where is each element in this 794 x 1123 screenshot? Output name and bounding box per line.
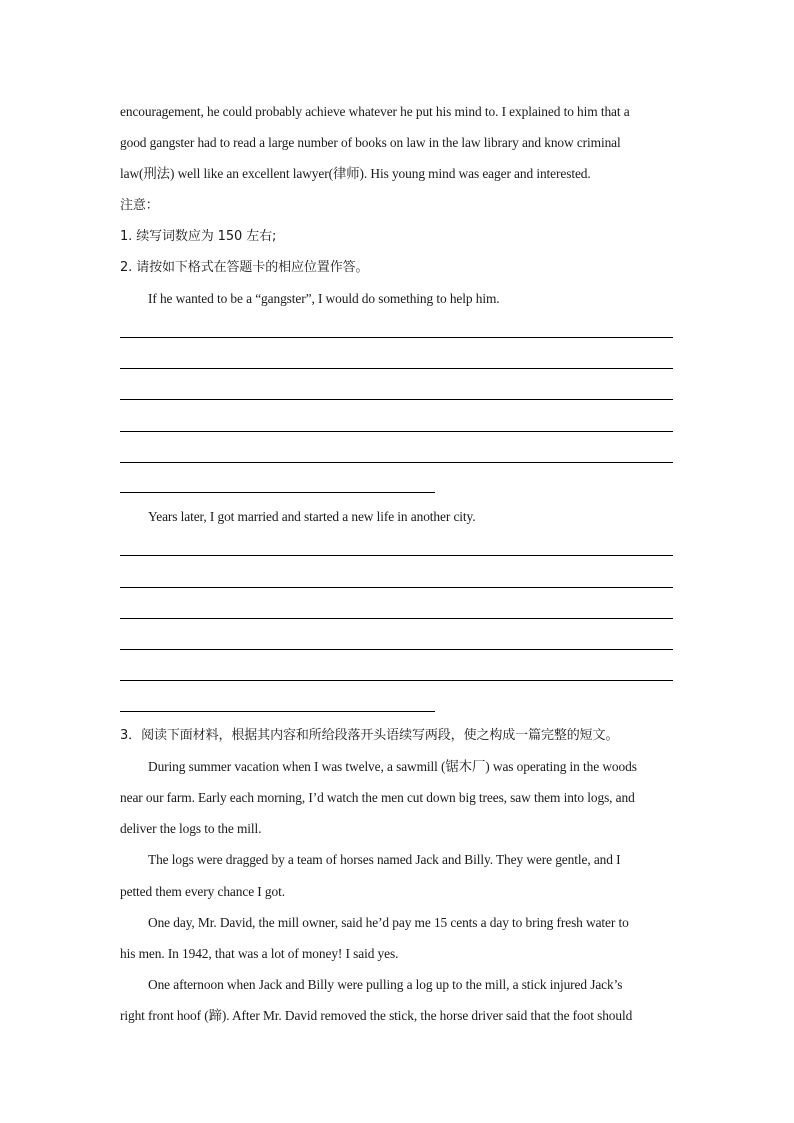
answer-line xyxy=(120,680,673,681)
intro-line: encouragement, he could probably achieve whatever he put his mind to. I explained to him that a xyxy=(120,104,630,119)
paragraph-opening-2: Years later, I got married and started a new life in another city. xyxy=(148,509,476,524)
story-line: One day, Mr. David, the mill owner, said he’d pay me 15 cents a day to bring fresh water to xyxy=(148,915,629,930)
answer-line xyxy=(120,587,673,588)
story-line: The logs were dragged by a team of horses named Jack and Billy. They were gentle, and I xyxy=(148,852,621,867)
story-line: One afternoon when Jack and Billy were pulling a log up to the mill, a stick injured Jack’s xyxy=(148,977,623,992)
answer-line xyxy=(120,337,673,338)
note-item: 1. 续写词数应为 150 左右; xyxy=(120,229,277,244)
answer-line xyxy=(120,462,673,463)
paragraph-opening-1: If he wanted to be a “gangster”, I would do something to help him. xyxy=(148,291,500,306)
intro-line: good gangster had to read a large number of books on law in the law library and know criminal xyxy=(120,135,621,150)
task3-title: 3．阅读下面材料，根据其内容和所给段落开头语续写两段，使之构成一篇完整的短文。 xyxy=(120,728,619,743)
story-line: During summer vacation when I was twelve, a sawmill (锯木厂) was operating in the woods xyxy=(148,759,637,774)
answer-line xyxy=(120,649,673,650)
story-line: his men. In 1942, that was a lot of money! I said yes. xyxy=(120,946,399,961)
answer-line xyxy=(120,555,673,556)
answer-line-short xyxy=(120,492,435,493)
answer-line xyxy=(120,618,673,619)
story-line: deliver the logs to the mill. xyxy=(120,821,262,836)
story-line: petted them every chance I got. xyxy=(120,884,285,899)
note-item: 2. 请按如下格式在答题卡的相应位置作答。 xyxy=(120,260,369,275)
intro-line: law(刑法) well like an excellent lawyer(律师). His young mind was eager and interested. xyxy=(120,166,591,181)
story-line: near our farm. Early each morning, I’d watch the men cut down big trees, saw them into logs, and xyxy=(120,790,635,805)
answer-line xyxy=(120,399,673,400)
story-line: right front hoof (蹄). After Mr. David removed the stick, the horse driver said that the foot should xyxy=(120,1008,633,1023)
answer-line xyxy=(120,368,673,369)
notes-heading: 注意： xyxy=(120,198,159,213)
answer-line-short xyxy=(120,711,435,712)
answer-line xyxy=(120,431,673,432)
